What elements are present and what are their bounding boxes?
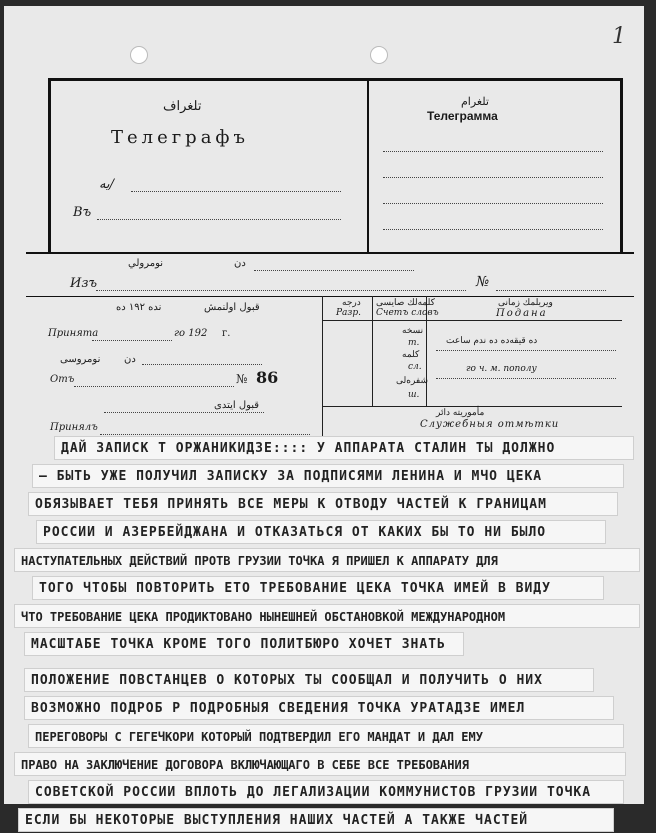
dan-label: دن bbox=[124, 354, 136, 365]
message-line: ВОЗМОЖНО ПОДРОБ Р ПОДРОБНЫЯ СВЕДЕНИЯ ТОЧКА УРАТАДЗЕ ИМЕЛ bbox=[24, 696, 614, 720]
mamuriyat-label: مأموريته دائر bbox=[436, 408, 485, 418]
prinyal-line bbox=[100, 434, 310, 435]
grid-left-line bbox=[322, 296, 323, 436]
title-russian-right: Телеграмма bbox=[427, 109, 498, 123]
message-line: ПОЛОЖЕНИЕ ПОВСТАНЦЕВ О КОТОРЫХ ТЫ СООБЩАЛ И ПОЛУЧИТЬ О НИХ bbox=[24, 668, 594, 692]
qabul-idi: قبول ايتدی bbox=[214, 400, 260, 411]
punch-holes bbox=[4, 46, 644, 66]
message-line: СОВЕТСКОЙ РОССИИ ВПЛОТЬ ДО ЛЕГАЛИЗАЦИИ КОММУНИСТОВ ГРУЗИИ ТОЧКА bbox=[28, 780, 624, 804]
razr-label: Разр. bbox=[336, 308, 361, 318]
numarosi-line bbox=[142, 364, 262, 365]
grid-footer-rule bbox=[322, 406, 622, 407]
time-row: ده قيقه‌ده ده ندم ساعت bbox=[446, 336, 538, 346]
from-ottoman: نومرولي bbox=[128, 258, 164, 269]
message-line: РОССИИ И АЗЕРБЕЙДЖАНА И ОТКАЗАТЬСЯ ОТ КАКИХ БЫ ТО НИ БЫЛО bbox=[36, 520, 606, 544]
message-line: ЧТО ТРЕБОВАНИЕ ЦЕКА ПРОДИКТОВАНО НЫНЕШНЕЙ ОБСТАНОВКОЙ МЕЖДУНАРОДНОМ bbox=[14, 604, 640, 628]
message-line: МАСШТАБЕ ТОЧКА КРОМЕ ТОГО ПОЛИТБЮРО ХОЧЕТ ЗНАТЬ bbox=[24, 632, 464, 656]
page-number: 1 bbox=[612, 24, 626, 49]
sluzh-label: Служебныя отмѣтки bbox=[420, 419, 560, 430]
title-ottoman-right: تلغرام bbox=[461, 95, 489, 108]
kalimat-label: كلمه‌لك صايسی bbox=[376, 298, 435, 308]
num-value: 86 bbox=[256, 368, 279, 387]
shifra-label: شفره‌لی bbox=[396, 376, 429, 386]
number-label: № bbox=[476, 274, 490, 290]
prinyal-label: Принялъ bbox=[50, 422, 98, 433]
num-sign: № bbox=[236, 372, 248, 386]
message-line: НАСТУПАТЕЛЬНЫХ ДЕЙСТВИЙ ПРОТВ ГРУЗИИ ТОЧКА Я ПРИШЕЛ К АППАРАТУ ДЛЯ bbox=[14, 548, 640, 572]
podana-label: Подана bbox=[496, 308, 548, 319]
title-ottoman-left: تلغراف bbox=[163, 99, 202, 114]
message-line: ЕСЛИ БЫ НЕКОТОРЫЕ ВЫСТУПЛЕНИЯ НАШИХ ЧАСТЕЙ А ТАКЖЕ ЧАСТЕЙ bbox=[18, 808, 614, 832]
message-line: ОБЯЗЫВАЕТ ТЕБЯ ПРИНЯТЬ ВСЕ МЕРЫ К ОТВОДУ ЧАСТЕЙ К ГРАНИЦАМ bbox=[28, 492, 618, 516]
go-row: го ч. м. пополу bbox=[466, 364, 537, 374]
telegram-form bbox=[4, 6, 644, 828]
virilmak-label: ويريلمك زمانی bbox=[498, 298, 553, 308]
message-line: ПРАВО НА ЗАКЛЮЧЕНИЕ ДОГОВОРА ВКЛЮЧАЮЩАГО В СЕБЕ ВСЕ ТРЕБОВАНИЯ bbox=[14, 752, 626, 776]
from-line bbox=[254, 270, 414, 271]
addr-line-4 bbox=[383, 229, 603, 230]
sender-rule bbox=[26, 296, 634, 297]
addr-line-2 bbox=[383, 177, 603, 178]
qabul-label: قبول اولنمش bbox=[204, 302, 260, 313]
addr-line-1 bbox=[383, 151, 603, 152]
g-label: г. bbox=[222, 328, 231, 339]
v-label: Въ bbox=[73, 205, 92, 220]
sl-abbr: сл. bbox=[408, 362, 422, 372]
grid-header-rule bbox=[322, 320, 622, 321]
title-russian-left: Телеграфъ bbox=[111, 127, 249, 148]
sh-abbr: ш. bbox=[408, 390, 420, 400]
from-ottoman-2: دن bbox=[234, 258, 246, 269]
nusha-label: نسخه bbox=[402, 326, 424, 336]
schet-slov-label: Счетъ словъ bbox=[376, 308, 439, 318]
header-box bbox=[48, 78, 623, 254]
iz-label: Изъ bbox=[70, 276, 98, 291]
header-bottom-rule bbox=[26, 252, 634, 254]
message-line: — БЫТЬ УЖЕ ПОЛУЧИЛ ЗАПИСКУ ЗА ПОДПИСЯМИ ЛЕНИНА И МЧО ЦЕКА bbox=[32, 464, 624, 488]
prinyata-line bbox=[92, 340, 172, 341]
punch-hole-right bbox=[370, 46, 388, 64]
ot-line bbox=[74, 386, 234, 387]
punch-hole-left bbox=[130, 46, 148, 64]
time-line bbox=[436, 350, 616, 351]
nda-label: نده ١٩٢ ده bbox=[116, 302, 162, 313]
qabul-idi-line bbox=[104, 412, 264, 413]
header-divider bbox=[367, 81, 369, 254]
ot-label: Отъ bbox=[50, 374, 75, 385]
ye-label: يه/ bbox=[99, 177, 114, 192]
prinyata-label: Принята bbox=[48, 328, 99, 339]
message-line: ДАЙ ЗАПИСК Т ОРЖАНИКИДЗЕ:::: У АППАРАТА СТАЛИН ТЫ ДОЛЖНО bbox=[54, 436, 634, 460]
iz-line bbox=[96, 290, 466, 291]
v-line bbox=[97, 219, 341, 220]
kalima-label: كلمه bbox=[402, 350, 420, 360]
message-line: ТОГО ЧТОБЫ ПОВТОРИТЬ ЕТО ТРЕБОВАНИЕ ЦЕКА ТОЧКА ИМЕЙ В ВИДУ bbox=[32, 576, 604, 600]
daraja-label: درجه bbox=[342, 298, 361, 308]
addr-line-3 bbox=[383, 203, 603, 204]
go-192: го 192 bbox=[174, 328, 208, 339]
numarosi-label: نومروسی bbox=[60, 354, 101, 365]
message-line: ПЕРЕГОВОРЫ С ГЕГЕЧКОРИ КОТОРЫЙ ПОДТВЕРДИЛ ЕГО МАНДАТ И ДАЛ ЕМУ bbox=[28, 724, 624, 748]
t-abbr: т. bbox=[408, 338, 420, 348]
go-line bbox=[436, 378, 616, 379]
ye-line bbox=[131, 191, 341, 192]
grid-line-1 bbox=[372, 296, 373, 406]
number-line bbox=[496, 290, 606, 291]
